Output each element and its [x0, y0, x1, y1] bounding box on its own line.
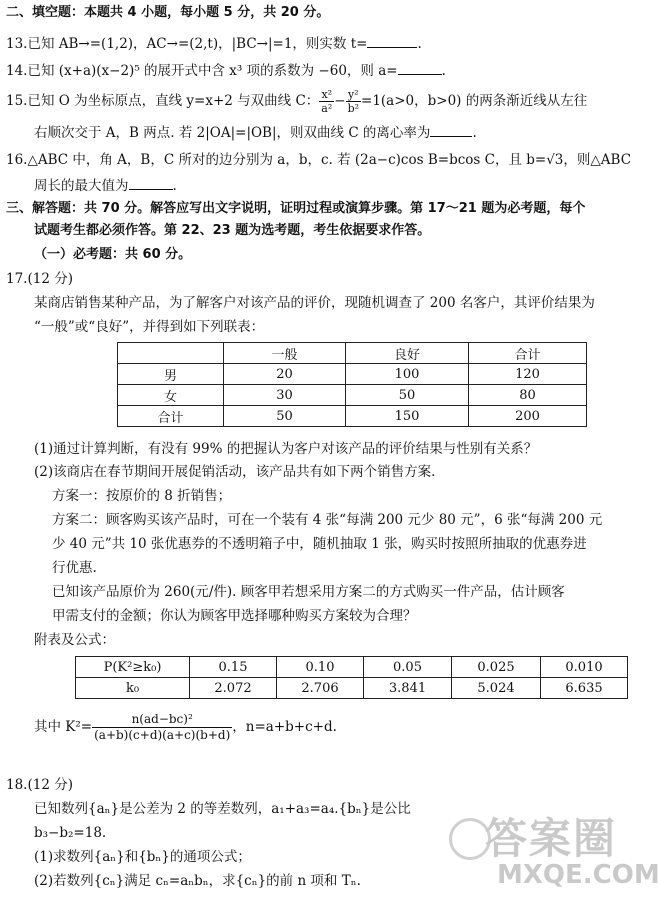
- q18-intro-line2: b₃−b₂=18.: [34, 825, 107, 841]
- table-cell: 0.15: [190, 657, 277, 678]
- table-cell: 5.024: [452, 678, 541, 699]
- q18-number: 18.(12 分): [6, 777, 73, 793]
- section3-heading-line2: 试题考生都必须作答。第 22、23 题为选考题，考生依据要求作答。: [34, 223, 431, 238]
- contingency-table: [117, 342, 587, 427]
- table-cell: 0.05: [364, 657, 452, 678]
- q14-answer-blank: [398, 60, 442, 75]
- table-header-cell: 良好: [346, 343, 469, 364]
- q17-price-line2: 甲需支付的金额；你认为顾客甲选择哪种购买方案较为合理？: [52, 608, 417, 624]
- table-cell: 2.706: [277, 678, 364, 699]
- table-cell: 0.025: [452, 657, 541, 678]
- q17-intro-line2: “一般”或“良好”，并得到如下列联表：: [34, 319, 265, 335]
- table-header-cell: [118, 343, 224, 364]
- table-cell: 50: [346, 385, 469, 406]
- table-cell: 合计: [118, 406, 224, 427]
- q15-fraction-x: $\frac{\text{x²}}{\text{a²}}$: [321, 88, 333, 115]
- q17-appendix: 附表及公式：: [34, 632, 115, 648]
- question-15-line1: [6, 88, 637, 115]
- table-cell: 80: [469, 385, 587, 406]
- table-row: [76, 678, 628, 699]
- question-16-line1: 16.△ABC 中，角 A，B，C 所对的边分别为 a，b，c. 若 (2a−c)cos B=bcos C，且 b=√3，则△ABC: [6, 152, 632, 168]
- question-16-line2: 周长的最大值为 .: [34, 175, 637, 195]
- table-header-row: [118, 343, 587, 364]
- table-cell: 6.635: [541, 678, 628, 699]
- section3-subheading: （一）必考题：共 60 分。: [34, 247, 192, 262]
- table-cell: 30: [224, 385, 346, 406]
- q17-plan2-line2: 少 40 元”共 10 张优惠券的不透明箱子中，随机抽取 1 张，购买时按照所抽取的优惠券进: [52, 536, 587, 552]
- q18-part2: (2)若数列{cₙ}满足 cₙ=aₙbₙ，求{cₙ}的前 n 项和 Tₙ.: [34, 873, 361, 889]
- q13-text: 13.已知 AB→=(1,2)，AC→=(2,t)，|BC→|=1，则实数 t=: [6, 36, 368, 52]
- q18-intro-line1: 已知数列{aₙ}是公差为 2 的等差数列，a₁+a₃=a₄.{bₙ}是公比: [34, 801, 411, 817]
- q17-plan2-line3: 行优惠.: [52, 560, 97, 576]
- table-cell: 2.072: [190, 678, 277, 699]
- section2-heading: 二、填空题：本题共 4 小题，每小题 5 分，共 20 分。: [6, 5, 330, 20]
- question-13: 13.已知 AB→=(1,2)，AC→=(2,t)，|BC→|=1，则实数 t= .: [6, 33, 637, 53]
- q17-plan1: 方案一：按原价的 8 折销售；: [52, 488, 232, 504]
- formula-suffix: ，n=a+b+c+d.: [232, 719, 337, 735]
- table-row: [118, 385, 587, 406]
- table-cell: 女: [118, 385, 224, 406]
- q18-part1: (1)求数列{aₙ}和{bₙ}的通项公式；: [34, 849, 251, 865]
- table-cell: P(K²≥k₀): [76, 657, 190, 678]
- q16-text: 周长的最大值为: [34, 178, 129, 194]
- table-cell: 3.841: [364, 678, 452, 699]
- table-cell: 150: [346, 406, 469, 427]
- watermark-text: 答案圈: [485, 814, 618, 863]
- q15-minus: −: [334, 93, 346, 109]
- q14-text: 14.已知 (x+a)(x−2)⁵ 的展开式中含 x³ 项的系数为 −60，则 a=: [6, 63, 398, 79]
- q15-fraction-y: $\frac{\text{y²}}{\text{b²}}$: [347, 88, 360, 115]
- q15-text-b: =1(a>0，b>0) 的两条渐近线从左往: [361, 93, 588, 109]
- table-cell: 男: [118, 364, 224, 385]
- table-header-cell: 合计: [469, 343, 587, 364]
- q17-intro-line1: 某商店销售某种产品，为了解客户对该产品的评价，现随机调查了 200 名客户，其评价结果为: [34, 295, 595, 311]
- q16-answer-blank: [129, 175, 173, 190]
- table-header-cell: 一般: [224, 343, 346, 364]
- q17-price-line1: 已知该产品原价为 260(元/件). 顾客甲若想采用方案二的方式购买一件产品，估计顾客: [52, 584, 565, 600]
- q17-plan2-line1: 方案二：顾客购买该产品时，可在一个装有 4 张“每满 200 元少 80 元”，6 张“每满 200 元: [52, 512, 603, 528]
- q17-formula: [34, 712, 637, 743]
- table-row: [118, 406, 587, 427]
- table-cell: 20: [224, 364, 346, 385]
- q15-text-c: 右顺次交于 A，B 两点. 若 2|OA|=|OB|，则双曲线 C 的离心率为: [34, 125, 431, 141]
- watermark: [445, 798, 660, 894]
- section3-heading-line1: 三、解答题：共 70 分。解答应写出文字说明，证明过程或演算步骤。第 17～21 题为必考题，每个: [6, 201, 586, 216]
- table-cell: 100: [346, 364, 469, 385]
- q17-part1: (1)通过计算判断，有没有 99% 的把握认为客户对该产品的评价结果与性别有关系？: [34, 441, 538, 457]
- critical-value-table: [75, 656, 628, 699]
- q17-part2: (2)该商店在春节期间开展促销活动，该产品共有如下两个销售方案.: [34, 464, 436, 480]
- table-cell: 50: [224, 406, 346, 427]
- table-row: [118, 364, 587, 385]
- q17-number: 17.(12 分): [6, 271, 73, 287]
- table-cell: 0.10: [277, 657, 364, 678]
- table-cell: 120: [469, 364, 587, 385]
- question-15-line2: 右顺次交于 A，B 两点. 若 2|OA|=|OB|，则双曲线 C 的离心率为 .: [34, 122, 637, 142]
- q15-answer-blank: [430, 122, 472, 137]
- q15-text-a: 15.已知 O 为坐标原点，直线 y=x+2 与双曲线 C：: [6, 93, 320, 109]
- question-14: 14.已知 (x+a)(x−2)⁵ 的展开式中含 x³ 项的系数为 −60，则 a= .: [6, 60, 637, 80]
- watermark-site: MXQE.COM: [497, 860, 660, 890]
- q13-answer-blank: [367, 33, 417, 48]
- table-cell: 200: [469, 406, 587, 427]
- table-row: [76, 657, 628, 678]
- table-cell: k₀: [76, 678, 190, 699]
- formula-prefix: 其中 K²=: [34, 719, 93, 735]
- table-cell: 0.010: [541, 657, 628, 678]
- formula-fraction: $\frac{\text{n(ad−bc)²}}{(a+b)(c+d)(a+c)(b+d)}$: [94, 712, 231, 742]
